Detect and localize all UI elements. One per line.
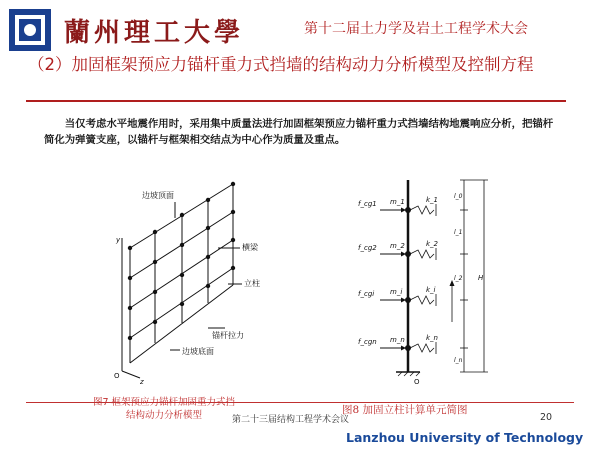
conference-title: 第十二届土力学及岩土工程学术大会 [304, 21, 528, 37]
mass-label: m_i [390, 288, 403, 296]
spring-label: k_n [426, 334, 438, 342]
mass-label: m_n [390, 336, 405, 344]
footer-divider [26, 402, 574, 403]
force-label: f_cgi [358, 290, 375, 298]
footer-conference: 第二十三届结构工程学术会议 [232, 415, 350, 425]
spring-label: k_2 [426, 240, 439, 248]
mass-label: m_2 [390, 242, 405, 250]
slide-title: （2）加固框架预应力锚杆重力式挡墙的结构动力分析模型及控制方程 [28, 55, 534, 74]
title-divider [26, 100, 566, 102]
dimension-label: l_2 [454, 275, 463, 282]
height-label: H [478, 274, 484, 282]
axis-z-label: z [140, 378, 144, 386]
label-top-slope: 边坡顶面 [142, 191, 174, 200]
mass-label: m_1 [390, 198, 405, 206]
force-label: f_cg2 [358, 244, 377, 252]
school-name: 蘭州理工大學 [64, 18, 245, 48]
label-crossbeam: 横梁 [242, 243, 258, 252]
label-bottom-slope: 边坡底面 [182, 347, 214, 356]
axis-y-label: y [116, 236, 121, 244]
university-english-name: Lanzhou University of Technology [346, 430, 584, 445]
force-label: f_cgn [358, 338, 377, 346]
university-logo [8, 8, 52, 52]
page-number: 20 [540, 412, 553, 423]
axis-origin-label: O [114, 372, 120, 380]
spring-label: k_1 [426, 196, 439, 204]
dimension-label: l_n [454, 357, 463, 364]
spring-label: k_i [426, 286, 436, 294]
force-label: f_cg1 [358, 200, 377, 208]
figure-8-caption: 图8 加固立柱计算单元简图 [342, 404, 468, 416]
origin-label: O [414, 378, 420, 386]
body-paragraph: 当仅考虑水平地震作用时，采用集中质量法进行加固框架预应力锚杆重力式挡墙结构地震响应分析，把锚杆简化为弹簧支座，以锚杆与框架相交结点为中心作为质量及重点。 [44, 118, 554, 146]
label-column: 立柱 [244, 279, 260, 288]
label-anchor-force: 锚杆拉力 [212, 331, 244, 340]
figure-8-column-unit [356, 172, 500, 390]
figure-7-frame-model [100, 178, 280, 388]
dimension-label: l_1 [454, 229, 463, 236]
figure-7-caption-line2: 结构动力分析模型 [125, 410, 202, 421]
dimension-label: l_0 [454, 193, 463, 200]
